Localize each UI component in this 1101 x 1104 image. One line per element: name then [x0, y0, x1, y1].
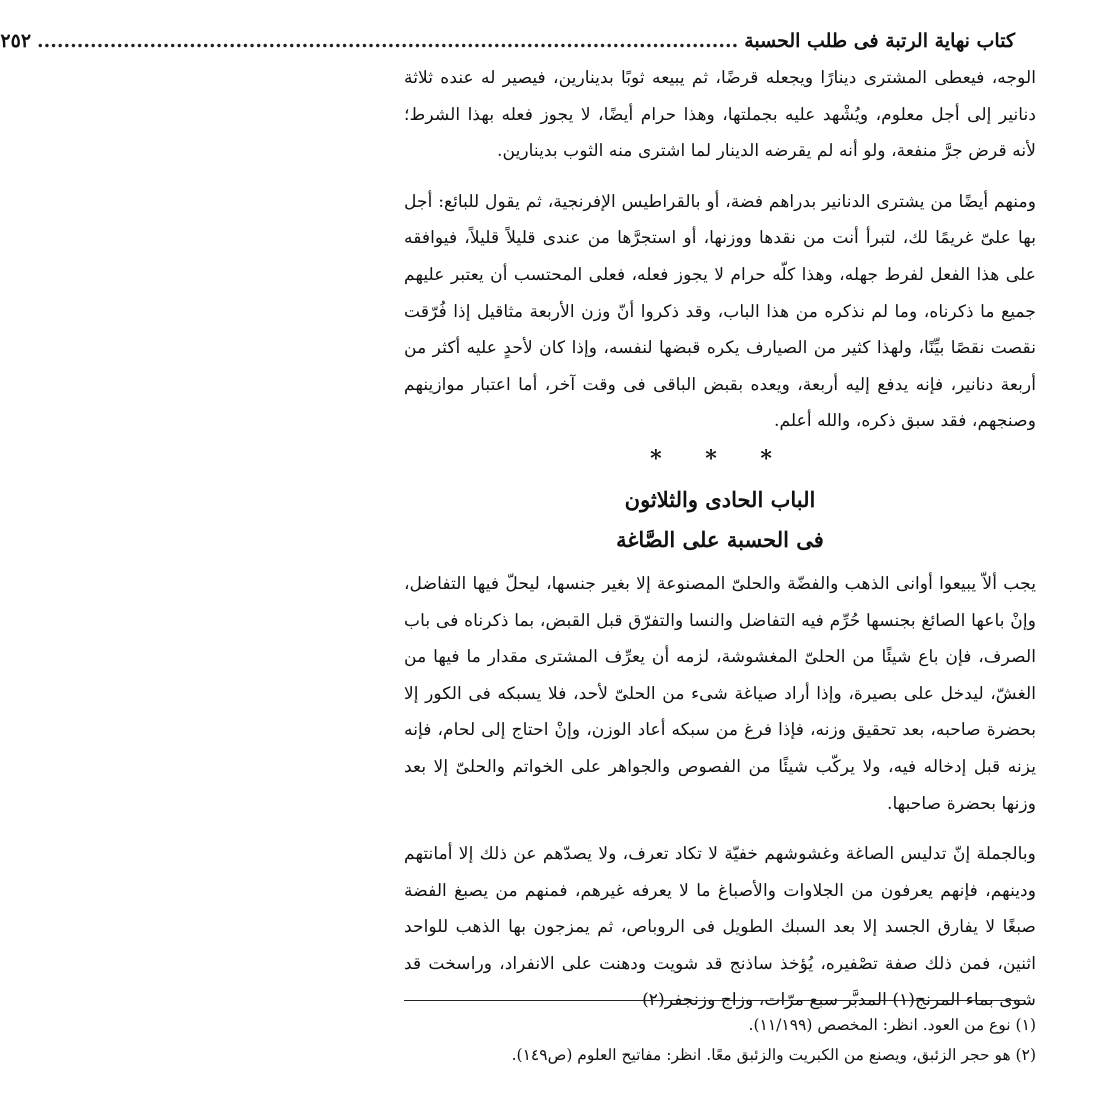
paragraph: وبالجملة إنّ تدليس الصاغة وغشوشهم خفيّة لا تكاد تعرف، ولا يصدّهم عن ذلك إلا أمانتهم ودينهم، فإنهم يعرفون من الجلاوات والأصباغ ما لا يعرفه غيرهم، فمنهم من يصبغ الفضة صبغًا لا يفارق الجسد إلا بعد السبك الطويل فى الروباص، ثم يمزجون بها الذهب للواحد اثنين، فمن ذلك صفة تصْفيره، يُؤخذ ساذنج قد شويت ودهنت على الانفراد، وراسخت قد شوى بماء المرنج(١) المدبَّر سبع مرّات، وزاج وزنجفر(٢) — [404, 844, 1036, 1011]
paragraph: ومنهم أيضًا من يشترى الدنانير بدراهم فضة، أو بالقراطيس الإفرنجية، ثم يقول للبائع: أجل بها علىّ غريمًا لك، لتبرأ أنت من نقدها ووزنها، أو استجرَّها من عندى قليلاً قليلاً، فيوافقه على هذا الفعل لفرط جهله، وهذا كلّه حرام لا يجوز فعله، فعلى المحتسب أن يعتبر عليهم جميع ما ذكرناه، وما لم نذكره من هذا الباب، وقد ذكروا أنّ وزن الأربعة مثاقيل إذا فُرّقت نقصت نقصًا بيِّنًا، ولهذا كثير من الصيارف يكره قبضها لنفسه، وإذا كان لأحدٍ عليه أكثر من أربعة دنانير، فإنه يدفع إليه أربعة، ويعده بقبض الباقى فى وقت آخر، أما اعتبار موازينهم وصنجهم، فقد سبق ذكره، والله أعلم. — [404, 191, 1036, 432]
footnote: (١) نوع من العود. انظر: المخصص (١١/١٩٩). — [748, 1016, 1036, 1034]
footnotes — [404, 1010, 1036, 1070]
running-title: كتاب نهاية الرتبة فى طلب الحسبة — [744, 30, 1015, 52]
chapter-subtitle: فى الحسبة على الصَّاغة — [616, 526, 824, 552]
section-separator: * * * — [650, 445, 790, 472]
footnote-divider — [404, 1000, 1024, 1001]
page-number: ٢٥٢ — [0, 30, 32, 52]
main-text — [404, 60, 1036, 1019]
chapter-title: الباب الحادى والثلاثون — [624, 486, 816, 512]
paragraph: الوجه، فيعطى المشترى دينارًا ويجعله قرضًا، ثم يبيعه ثوبًا بدينارين، فيصير له عنده ثلاثة دنانير إلى أجل معلوم، ويُشْهد عليه بجملتها، وهذا حرام أيضًا، لا يجوز فعله بهذا الشرط؛ لأنه قرض جرَّ منفعة، ولو أنه لم يقرضه الدينار لما اشترى منه الثوب بدينارين. — [404, 68, 1036, 162]
running-header — [0, 30, 1021, 52]
footnote: (٢) هو حجر الزئبق، ويصنع من الكبريت والزئبق معًا. انظر: مفاتيح العلوم (ص١٤٩). — [511, 1046, 1036, 1064]
paragraph: يجب ألاّ يبيعوا أوانى الذهب والفضّة والحلىّ المصنوعة إلا بغير جنسها، ليحلّ فيها التفاضل، وإنْ باعها الصائغ بجنسها حُرِّم فيه التفاضل والنسا والتفرّق قبل القبض، بما ذكرناه فى باب الصرف، فإن باع شيئًا من الحلىّ المغشوشة، لزمه أن يعرِّف المشترى مقدار ما فيها من الغشّ، ليدخل على بصيرة، وإذا أراد صياغة شىء من الحلىّ لأحد، فلا يسبكه فى الكور إلا بحضرة صاحبه، بعد تحقيق وزنه، فإذا فرغ من سبكه أعاد الوزن، وإنْ احتاج إلى لحام، فإنه يزنه قبل إدخاله فيه، ولا يركّب شيئًا من الفصوص والجواهر على الخواتم والحلىّ إلا بعد وزنها بحضرة صاحبها. — [404, 573, 1036, 814]
leader-dots: .......................................................................................................... — [37, 30, 739, 52]
